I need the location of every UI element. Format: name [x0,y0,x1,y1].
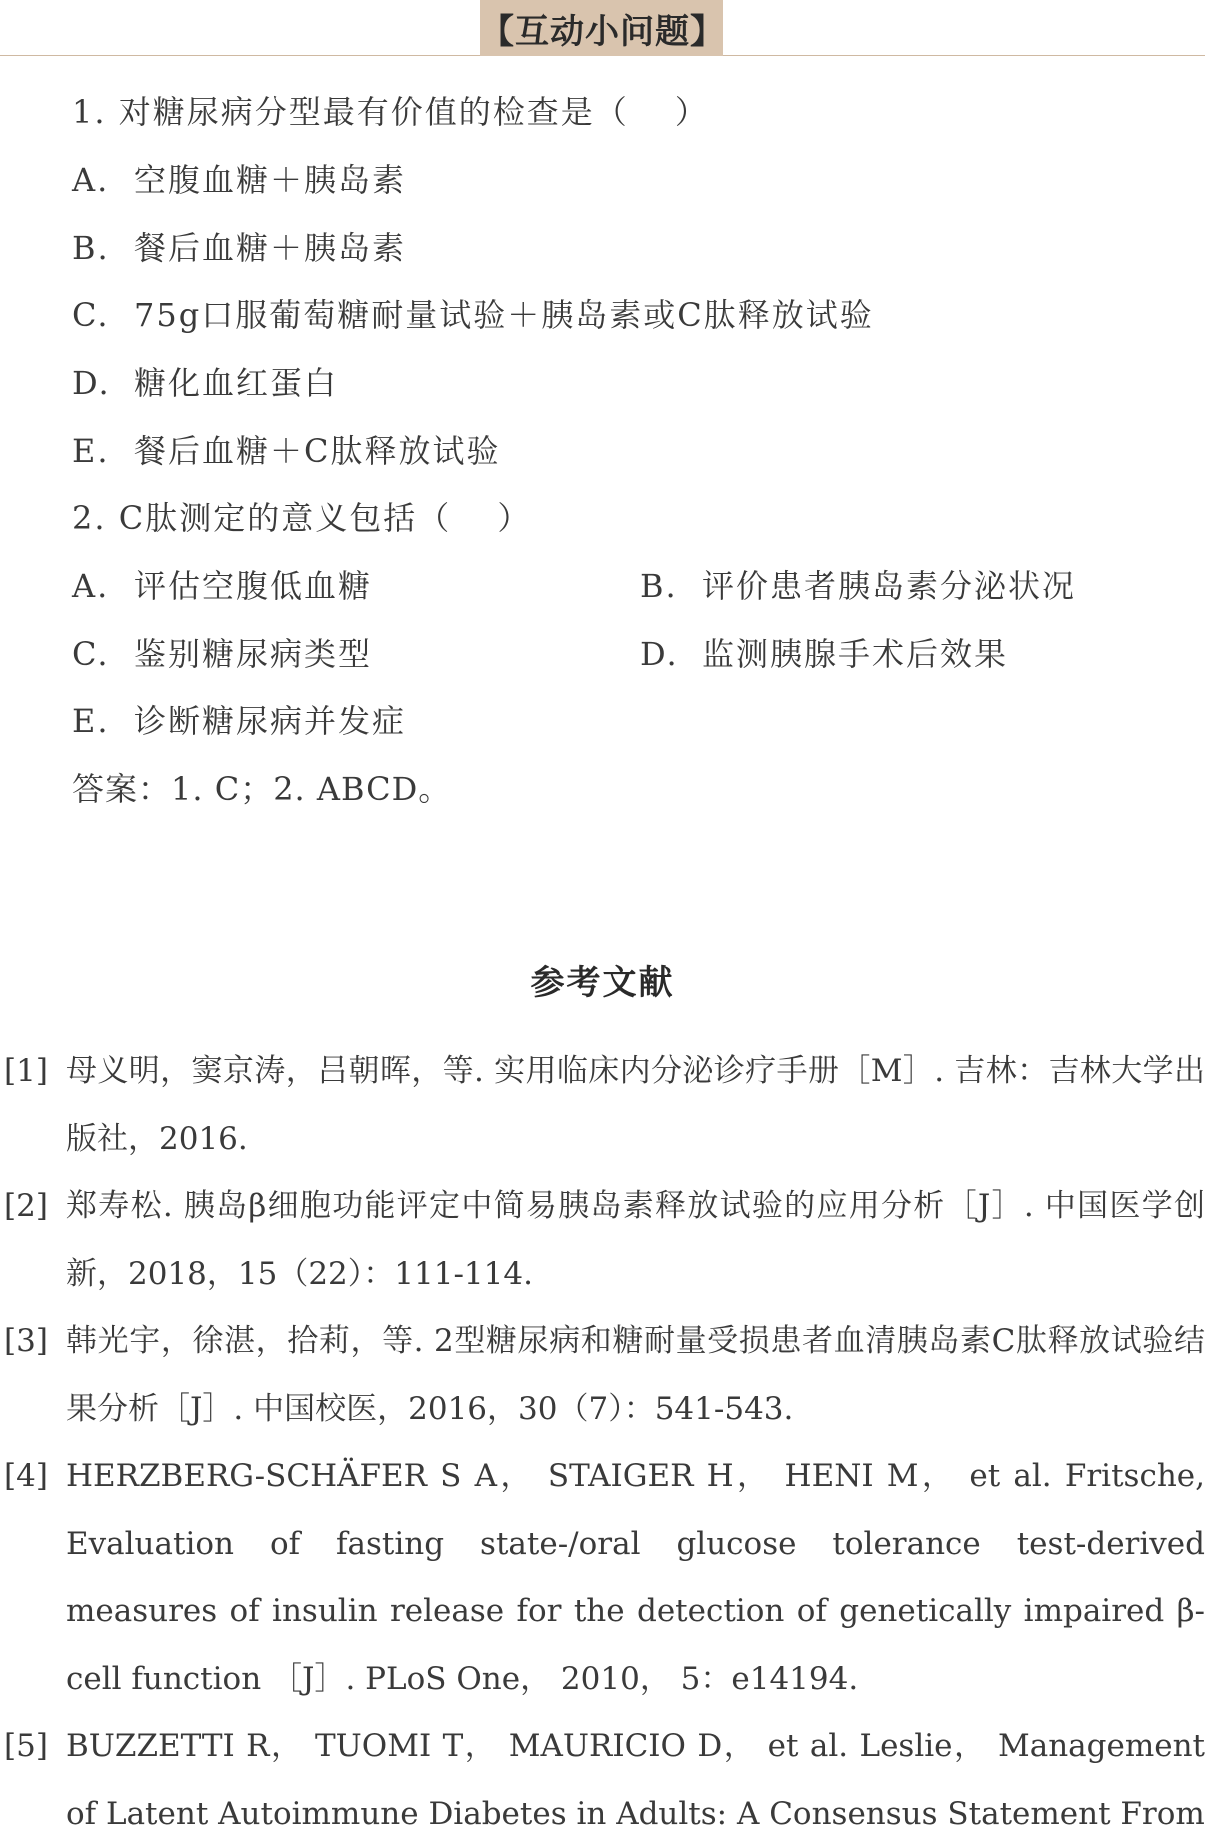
option-label: E. [72,702,110,740]
option-label: A. [72,567,110,605]
question-2-stem: 2. C肽测定的意义包括（ ） [72,499,532,537]
option-label: B. [640,567,678,605]
reference-text: BUZZETTI R， TUOMI T， MAURICIO D， et al. Leslie， Management of Latent Autoimmune Diabetes in Adults: A Consensus Statement From [66,1728,1205,1832]
quiz-answer: 答案：1. C；2. ABCD。 [72,770,452,808]
question-2-option-c [72,634,372,674]
option-label: E. [72,432,110,470]
option-text: 空腹血糖＋胰岛素 [134,161,407,199]
option-text: 评估空腹低血糖 [134,567,373,605]
option-label: C. [72,296,110,334]
question-2-option-d [640,634,1008,674]
reference-text: HERZBERG-SCHÄFER S A， STAIGER H， HENI M， et al. Fritsche, Evaluation of fasting state-/oral glucose tolerance test-derived measures of insulin release for the detection of genetically impaired β-cell function ［J］. PLoS One， 2010， 5：e14194. [66,1458,1205,1697]
option-label: A. [72,161,110,199]
reference-number: [3] [4,1323,48,1359]
option-text: 评价患者胰岛素分泌状况 [702,567,1077,605]
reference-text: 郑寿松. 胰岛β细胞功能评定中简易胰岛素释放试验的应用分析［J］. 中国医学创新，2018，15（22）：111-114. [66,1188,1205,1292]
reference-number: [5] [4,1728,48,1764]
question-1-stem: 1. 对糖尿病分型最有价值的检查是（ ） [72,93,709,131]
option-text: 诊断糖尿病并发症 [134,702,407,740]
section-tab-title: 【互动小问题】 [480,0,723,56]
option-label: D. [640,635,679,673]
reference-number: [2] [4,1188,48,1224]
reference-item-3 [0,1308,1205,1443]
option-text: 鉴别糖尿病类型 [134,635,373,673]
question-1-option-a [72,160,406,200]
question-1-option-b [72,228,406,268]
question-2-option-b [640,566,1076,606]
reference-item-2 [0,1173,1205,1308]
references-title: 参考文献 [530,963,675,1003]
reference-number: [1] [4,1053,48,1089]
option-label: C. [72,635,110,673]
reference-text: 韩光宇，徐湛，拾莉，等. 2型糖尿病和糖耐量受损患者血清胰岛素C肽释放试验结果分析［J］. 中国校医，2016，30（7）：541-543. [66,1323,1205,1427]
reference-item-5 [0,1713,1205,1848]
option-text: 监测胰腺手术后效果 [702,635,1009,673]
option-label: B. [72,229,110,267]
question-2-option-a [72,566,372,606]
option-text: 餐后血糖＋C肽释放试验 [134,432,501,470]
option-label: D. [72,364,111,402]
reference-item-4 [0,1443,1205,1713]
reference-text: 母义明，窦京涛，吕朝晖，等. 实用临床内分泌诊疗手册［M］. 吉林：吉林大学出版社，2016. [66,1053,1205,1157]
reference-item-1 [0,1038,1205,1173]
option-text: 75g口服葡萄糖耐量试验＋胰岛素或C肽释放试验 [134,296,874,334]
question-1-option-c [72,295,874,335]
question-2-option-e [72,701,406,741]
option-text: 糖化血红蛋白 [134,364,339,402]
option-text: 餐后血糖＋胰岛素 [134,229,407,267]
question-1-option-d [72,363,338,403]
reference-number: [4] [4,1458,48,1494]
question-1-option-e [72,431,501,471]
